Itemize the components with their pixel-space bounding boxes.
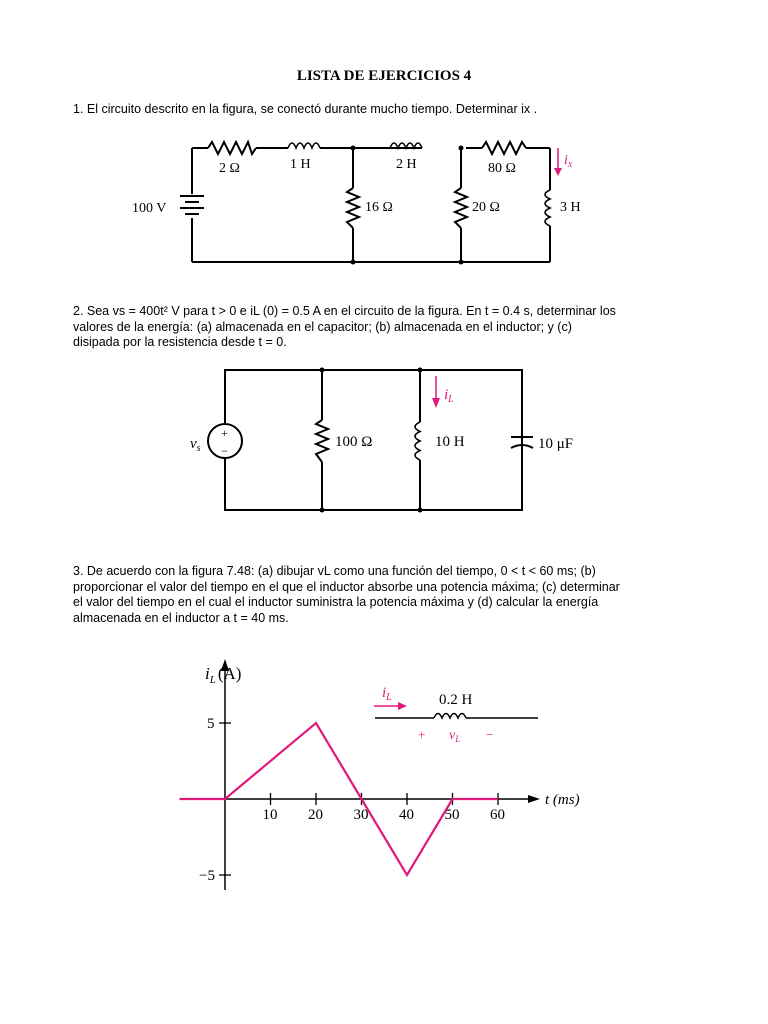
circuit-1-diagram bbox=[120, 130, 600, 270]
inset-il-label: $i_L$ bbox=[382, 685, 392, 703]
inset-minus: − bbox=[486, 727, 494, 742]
exercise-3-line-3: el valor del tiempo en el cual el inductor suministra la potencia máxima y (d) calcular la energía bbox=[73, 595, 599, 609]
x-tick-label: 30 bbox=[353, 807, 369, 823]
inductor-10h-icon bbox=[415, 422, 420, 460]
x-tick-label: 60 bbox=[490, 807, 505, 823]
source-minus: − bbox=[221, 444, 228, 458]
vs-label: $v_s$ bbox=[190, 436, 201, 454]
l-label: 10 H bbox=[435, 434, 465, 450]
inductor-3h-icon bbox=[545, 190, 550, 226]
c-label: 10 μF bbox=[538, 436, 574, 452]
y-tick-label: −5 bbox=[199, 868, 215, 884]
inset-inductor-diagram bbox=[374, 685, 538, 744]
resistor-80ohm-icon bbox=[482, 142, 526, 154]
circuit-2-diagram bbox=[180, 362, 600, 522]
x-tick-label: 20 bbox=[308, 807, 323, 823]
y-tick-label: 5 bbox=[207, 716, 215, 732]
r-label: 100 Ω bbox=[335, 434, 373, 450]
page-title: LISTA DE EJERCICIOS 4 bbox=[296, 68, 472, 84]
source-label: 100 V bbox=[132, 201, 167, 216]
r1-label: 2 Ω bbox=[219, 161, 240, 176]
exercise-2-line-3: disipada por la resistencia desde t = 0. bbox=[73, 335, 287, 349]
chart-y-label: $i_L$ (A) bbox=[205, 664, 242, 686]
resistor-16ohm-icon bbox=[347, 188, 359, 228]
exercise-2-line-1: 2. Sea vs = 400t² V para t > 0 e iL (0) = 0.5 A en el circuito de la figura. En t = 0.4 s, determinar los bbox=[73, 304, 616, 318]
exercise-3-line-4: almacenada en el inductor a t = 40 ms. bbox=[73, 610, 289, 625]
l1-label: 1 H bbox=[290, 157, 311, 172]
exercise-3-line-1: 3. De acuerdo con la figura 7.48: (a) dibujar vL como una función del tiempo, 0 < t < 60 ms; (b) bbox=[73, 564, 596, 578]
inset-plus: + bbox=[418, 727, 426, 742]
x-tick-label: 10 bbox=[262, 807, 278, 823]
r2-label: 80 Ω bbox=[488, 161, 516, 176]
exercise-2-line-2: valores de la energía: (a) almacenada en el capacitor; (b) almacenada en el inductor; y (c) bbox=[73, 319, 572, 334]
exercise-2-text bbox=[73, 304, 695, 351]
il-vs-time-chart bbox=[160, 655, 600, 900]
exercise-3-text bbox=[73, 564, 695, 626]
x-tick-label: 40 bbox=[399, 807, 414, 823]
exercise-3-line-2: proporcionar el valor del tiempo en el que el inductor absorbe una potencia máxima; (c) determinar bbox=[73, 579, 620, 594]
il-label: $i_L$ bbox=[444, 387, 454, 405]
resistor-2ohm-icon bbox=[208, 142, 256, 154]
l2-label: 2 H bbox=[396, 157, 417, 172]
resistor-20ohm-icon bbox=[455, 188, 467, 228]
chart-x-label: t (ms) bbox=[545, 792, 580, 808]
inset-vl-label: $v_L$ bbox=[449, 728, 461, 744]
l3-label: 3 H bbox=[560, 200, 581, 215]
x-tick-label: 50 bbox=[444, 807, 460, 823]
inductor-1h-icon bbox=[288, 143, 320, 148]
exercise-1-text: 1. El circuito descrito en la figura, se conectó durante mucho tiempo. Determinar ix . bbox=[73, 102, 538, 116]
x-axis-arrow-icon bbox=[528, 795, 540, 803]
inset-inductance-label: 0.2 H bbox=[439, 692, 473, 708]
r3-label: 16 Ω bbox=[365, 200, 393, 215]
source-plus: + bbox=[221, 426, 228, 440]
inset-inductor-icon bbox=[434, 714, 466, 719]
ix-label: $i_x$ bbox=[564, 153, 573, 170]
r4-label: 20 Ω bbox=[472, 200, 500, 215]
battery-icon bbox=[180, 196, 204, 214]
